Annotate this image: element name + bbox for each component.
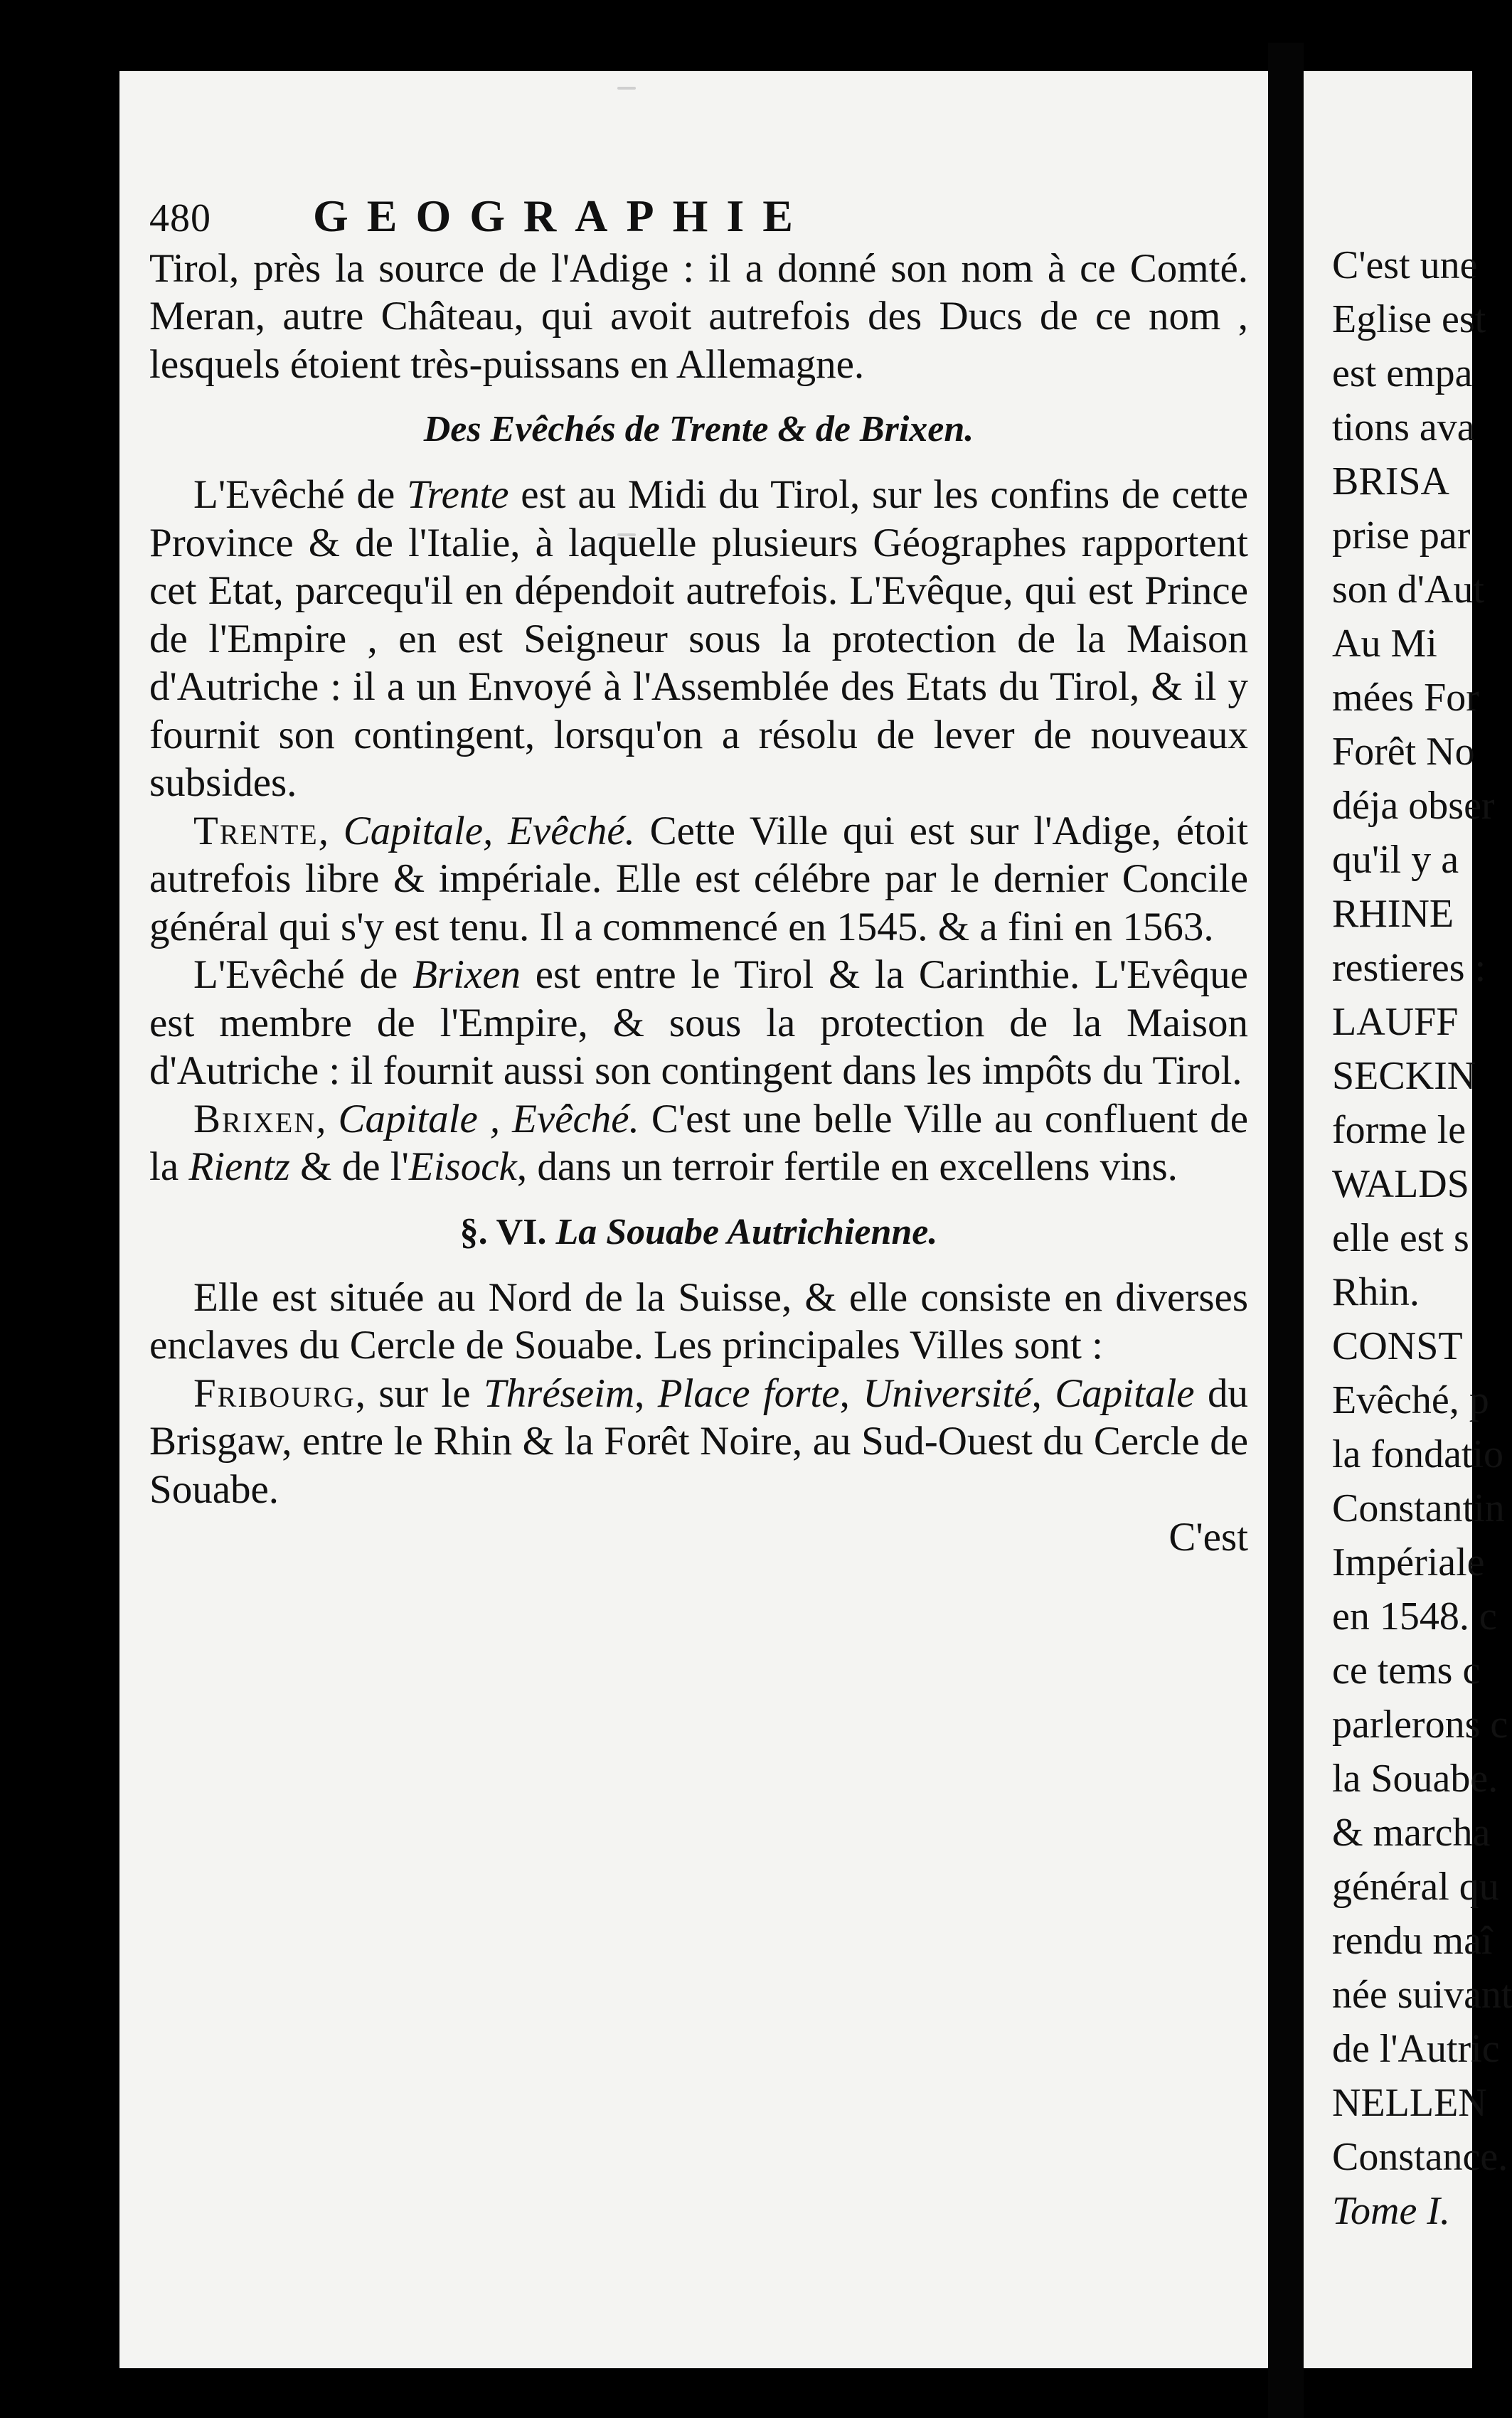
scan-mark	[617, 87, 636, 90]
right-page-line: rendu maî	[1332, 1919, 1493, 1963]
right-page-line: tions ava	[1332, 405, 1475, 449]
section-heading-souabe: §. VI. La Souabe Autrichienne.	[459, 1211, 938, 1252]
right-page-line: Constance.	[1332, 2135, 1508, 2179]
paragraph-trente-capitale: Trente, Capitale, Evêché. Cette Ville qui est sur l'Adige, étoit autrefois libre & impériale. Elle est célébre par le dernier Concile général qui s'y est tenu. Il a commencé en 1545. & a fini en 1563.	[149, 808, 1249, 949]
right-page-line: la Souabe.	[1332, 1757, 1498, 1801]
right-page-line: RHINE	[1332, 892, 1454, 936]
paragraph-souabe-intro: Elle est située au Nord de la Suisse, & elle consiste en diverses enclaves du Cercle de Souabe. Les principales Villes sont :	[149, 1274, 1248, 1368]
right-page-line: LAUFF	[1332, 1000, 1459, 1044]
right-page-line: Constantin	[1332, 1486, 1505, 1530]
right-page-line: la fondatio	[1332, 1432, 1504, 1476]
catchword: C'est	[1168, 1515, 1248, 1560]
right-page-line: déja obser	[1332, 784, 1495, 828]
right-page-line: prise par	[1332, 513, 1471, 558]
right-page-line: est empa	[1332, 351, 1473, 395]
right-page-line: qu'il y a	[1332, 838, 1459, 882]
right-page-line: NELLEN	[1332, 2081, 1487, 2125]
page-content	[149, 192, 1248, 1562]
right-page-line: Tome I.	[1332, 2189, 1450, 2233]
right-page-line: de l'Autric	[1332, 2027, 1500, 2071]
right-page-line: Forêt No	[1332, 730, 1475, 774]
section-heading-trente-brixen: Des Evêchés de Trente & de Brixen.	[423, 409, 974, 449]
paragraph-eveche-trente: L'Evêché de Trente est au Midi du Tirol, sur les confins de cette Province & de l'Italie, à laquelle plusieurs Géographes rapportent cet Etat, parcequ'il en dépendoit autrefois. L'Evêque, qui est Prince de l'Empire , en est Seigneur sous la protection de la Maison d'Autriche : il a un Envoyé à l'Assemblée des Etats du Tirol, & il y fournit son contingent, lorsqu'on a résolu de lever de nouveaux subsides.	[149, 472, 1249, 805]
right-page-line: elle est s	[1332, 1216, 1469, 1260]
right-page-line: & marcha	[1332, 1811, 1491, 1855]
right-page-line: son d'Aut	[1332, 568, 1484, 612]
right-page-line: née suivant	[1332, 1973, 1512, 2017]
right-page-line: SECKIN	[1332, 1054, 1476, 1098]
right-page-line: Au Mi	[1332, 622, 1437, 666]
paragraph-brixen-capitale: Brixen, Capitale , Evêché. C'est une belle Ville au confluent de la Rientz & de l'Eisock, dans un terroir fertile en excellens vins.	[149, 1096, 1248, 1189]
running-title: GEOGRAPHIE	[313, 191, 811, 241]
right-page-line: en 1548. c	[1332, 1594, 1497, 1639]
right-page-line: WALDS	[1332, 1162, 1469, 1206]
right-page-line: Eglise est	[1332, 297, 1486, 341]
right-page-line: forme le	[1332, 1108, 1466, 1152]
right-page-line: général qu	[1332, 1865, 1499, 1909]
right-page-line: ce tems c	[1332, 1649, 1481, 1693]
right-page-line: Impériale	[1332, 1540, 1485, 1585]
page-number: 480	[149, 196, 211, 240]
right-page-line: CONST	[1332, 1324, 1463, 1368]
page-gutter-shadow	[1268, 43, 1304, 2418]
paragraph-tirol-continued: Tirol, près la source de l'Adige : il a donné son nom à ce Comté. Meran, autre Château, qui avoit autrefois des Ducs de ce nom , lesquels étoient très-puissans en Allemagne.	[149, 245, 1248, 387]
paragraph-eveche-brixen: L'Evêché de Brixen est entre le Tirol & la Carinthie. L'Evêque est membre de l'Empire, & sous la protection de la Maison d'Autriche : il fournit aussi son contingent dans les impôts du Tirol.	[149, 952, 1248, 1093]
page-header	[149, 192, 1248, 243]
right-page-line: Evêché, p	[1332, 1378, 1489, 1422]
right-page-line: restieres :	[1332, 946, 1486, 990]
right-page-line: Rhin.	[1332, 1270, 1420, 1314]
right-page-line: C'est une	[1332, 243, 1478, 287]
right-page-line: parlerons c	[1332, 1703, 1508, 1747]
right-page-line: mées For	[1332, 676, 1479, 720]
right-page-line: BRISA	[1332, 459, 1449, 504]
paragraph-fribourg: Fribourg, sur le Thréseim, Place forte, Université, Capitale du Brisgaw, entre le Rhin & la Forêt Noire, au Sud-Ouest du Cercle de Souabe.	[149, 1370, 1248, 1512]
right-page-partial	[1304, 71, 1512, 2368]
